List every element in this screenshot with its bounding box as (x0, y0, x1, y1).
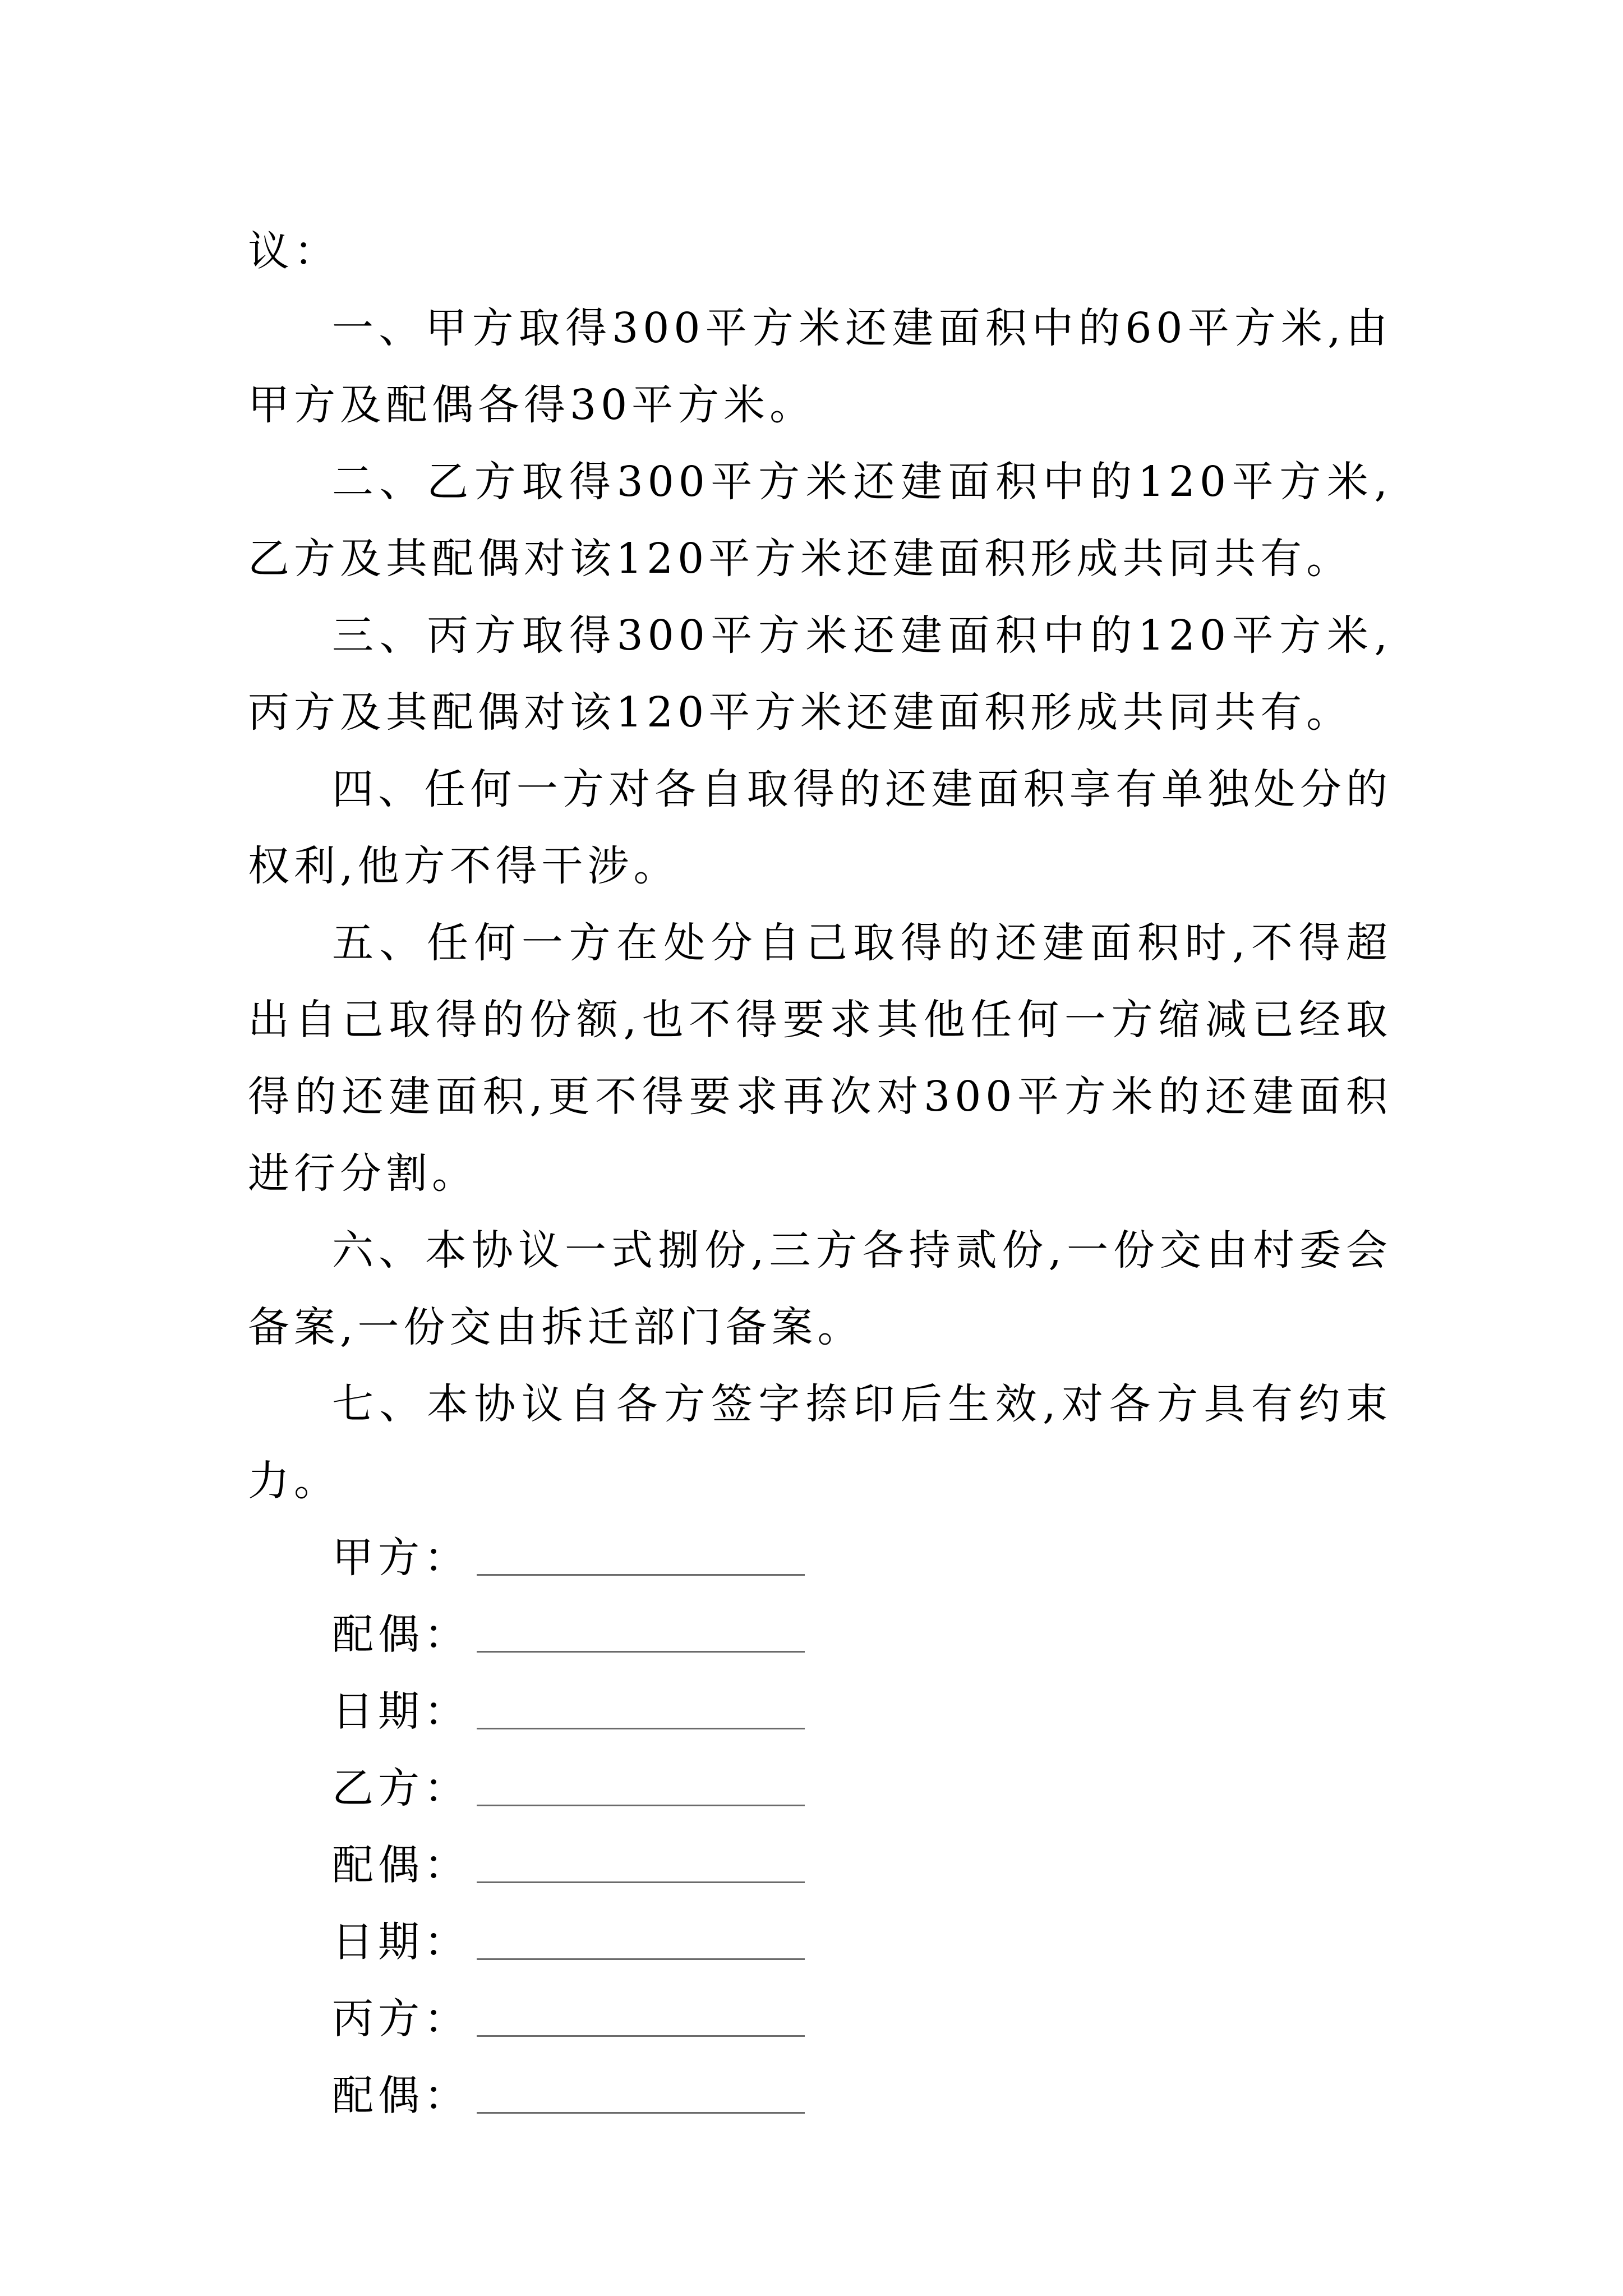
signature-line (477, 1574, 805, 1576)
signature-line (477, 1805, 805, 1806)
clause-4: 四、任何一方对各自取得的还建面积享有单独处分的权利,他方不得干涉。 (248, 765, 1392, 890)
clause-7: 七、本协议自各方签字捺印后生效,对各方具有约束力。 (248, 1380, 1392, 1505)
signature-label: 甲方： (332, 1534, 470, 1582)
signature-row-party-c (248, 1981, 1392, 2058)
signature-row-party-b-date (248, 1904, 1392, 1981)
signature-row-party-a (248, 1520, 1392, 1596)
signature-block (248, 1520, 1392, 2134)
clause-2: 二、乙方取得300平方米还建面积中的120平方米,乙方及其配偶对该120平方米还建面积形成共同共有。 (248, 458, 1392, 583)
clause-1: 一、甲方取得300平方米还建面积中的60平方米,由甲方及配偶各得30平方米。 (248, 304, 1392, 429)
signature-label: 日期： (332, 1918, 470, 1966)
document-body (248, 213, 1392, 2134)
signature-label: 配偶： (332, 1611, 470, 1659)
signature-row-party-b-spouse (248, 1827, 1392, 1904)
signature-line (477, 2112, 805, 2114)
signature-row-party-a-spouse (248, 1596, 1392, 1673)
signature-row-party-a-date (248, 1673, 1392, 1750)
signature-line (477, 1881, 805, 1883)
signature-line (477, 2035, 805, 2037)
signature-line (477, 1651, 805, 1653)
signature-label: 日期： (332, 1687, 470, 1736)
signature-row-party-c-spouse (248, 2058, 1392, 2134)
clause-6: 六、本协议一式捌份,三方各持贰份,一份交由村委会备案,一份交由拆迁部门备案。 (248, 1226, 1392, 1351)
signature-label: 乙方： (332, 1764, 470, 1812)
opening-text: 议： (248, 227, 340, 275)
signature-label: 配偶： (332, 1841, 470, 1889)
signature-label: 丙方： (332, 1995, 470, 2043)
clause-3: 三、丙方取得300平方米还建面积中的120平方米,丙方及其配偶对该120平方米还建面积形成共同共有。 (248, 611, 1392, 737)
signature-label: 配偶： (332, 2072, 470, 2120)
clause-5: 五、任何一方在处分自己取得的还建面积时,不得超出自己取得的份额,也不得要求其他任何一方缩减已经取得的还建面积,更不得要求再次对300平方米的还建面积进行分割。 (248, 919, 1392, 1198)
signature-row-party-b (248, 1750, 1392, 1827)
signature-line (477, 1728, 805, 1729)
signature-line (477, 1958, 805, 1960)
